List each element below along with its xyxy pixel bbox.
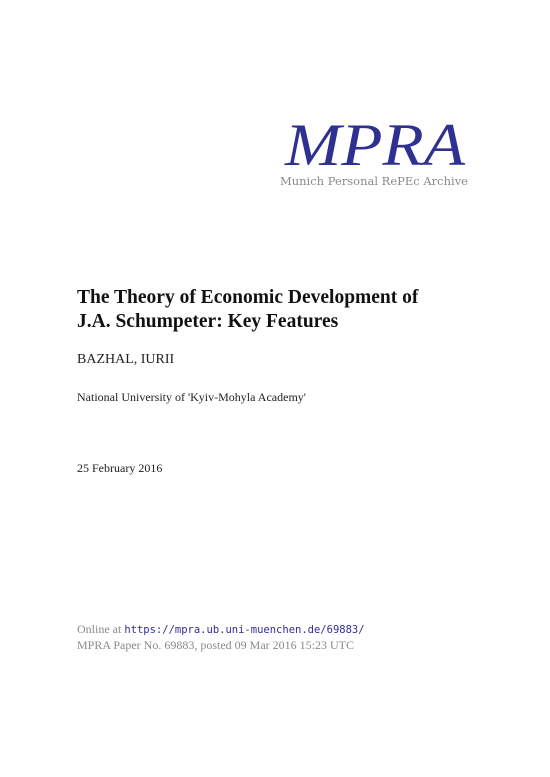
paper-url-link[interactable]: https://mpra.ub.uni-muenchen.de/69883/ bbox=[124, 624, 365, 636]
online-prefix: Online at bbox=[77, 622, 125, 636]
archive-name: Munich Personal RePEc Archive bbox=[279, 174, 468, 188]
paper-title bbox=[77, 286, 487, 334]
paper-date: 25 February 2016 bbox=[77, 461, 163, 475]
paper-title-line-1: The Theory of Economic Development of bbox=[77, 287, 419, 308]
author-affiliation: National University of 'Kyiv-Mohyla Academy' bbox=[77, 390, 306, 404]
paper-author: BAZHAL, IURII bbox=[77, 352, 175, 367]
paper-title-line-2: J.A. Schumpeter: Key Features bbox=[77, 311, 339, 332]
mpra-logo bbox=[283, 113, 467, 175]
mpra-logo-graphic bbox=[283, 113, 467, 175]
logo-text: MPRA bbox=[283, 113, 466, 175]
paper-info: MPRA Paper No. 69883, posted 09 Mar 2016 15:23 UTC bbox=[77, 638, 354, 652]
online-at-line bbox=[77, 622, 365, 637]
